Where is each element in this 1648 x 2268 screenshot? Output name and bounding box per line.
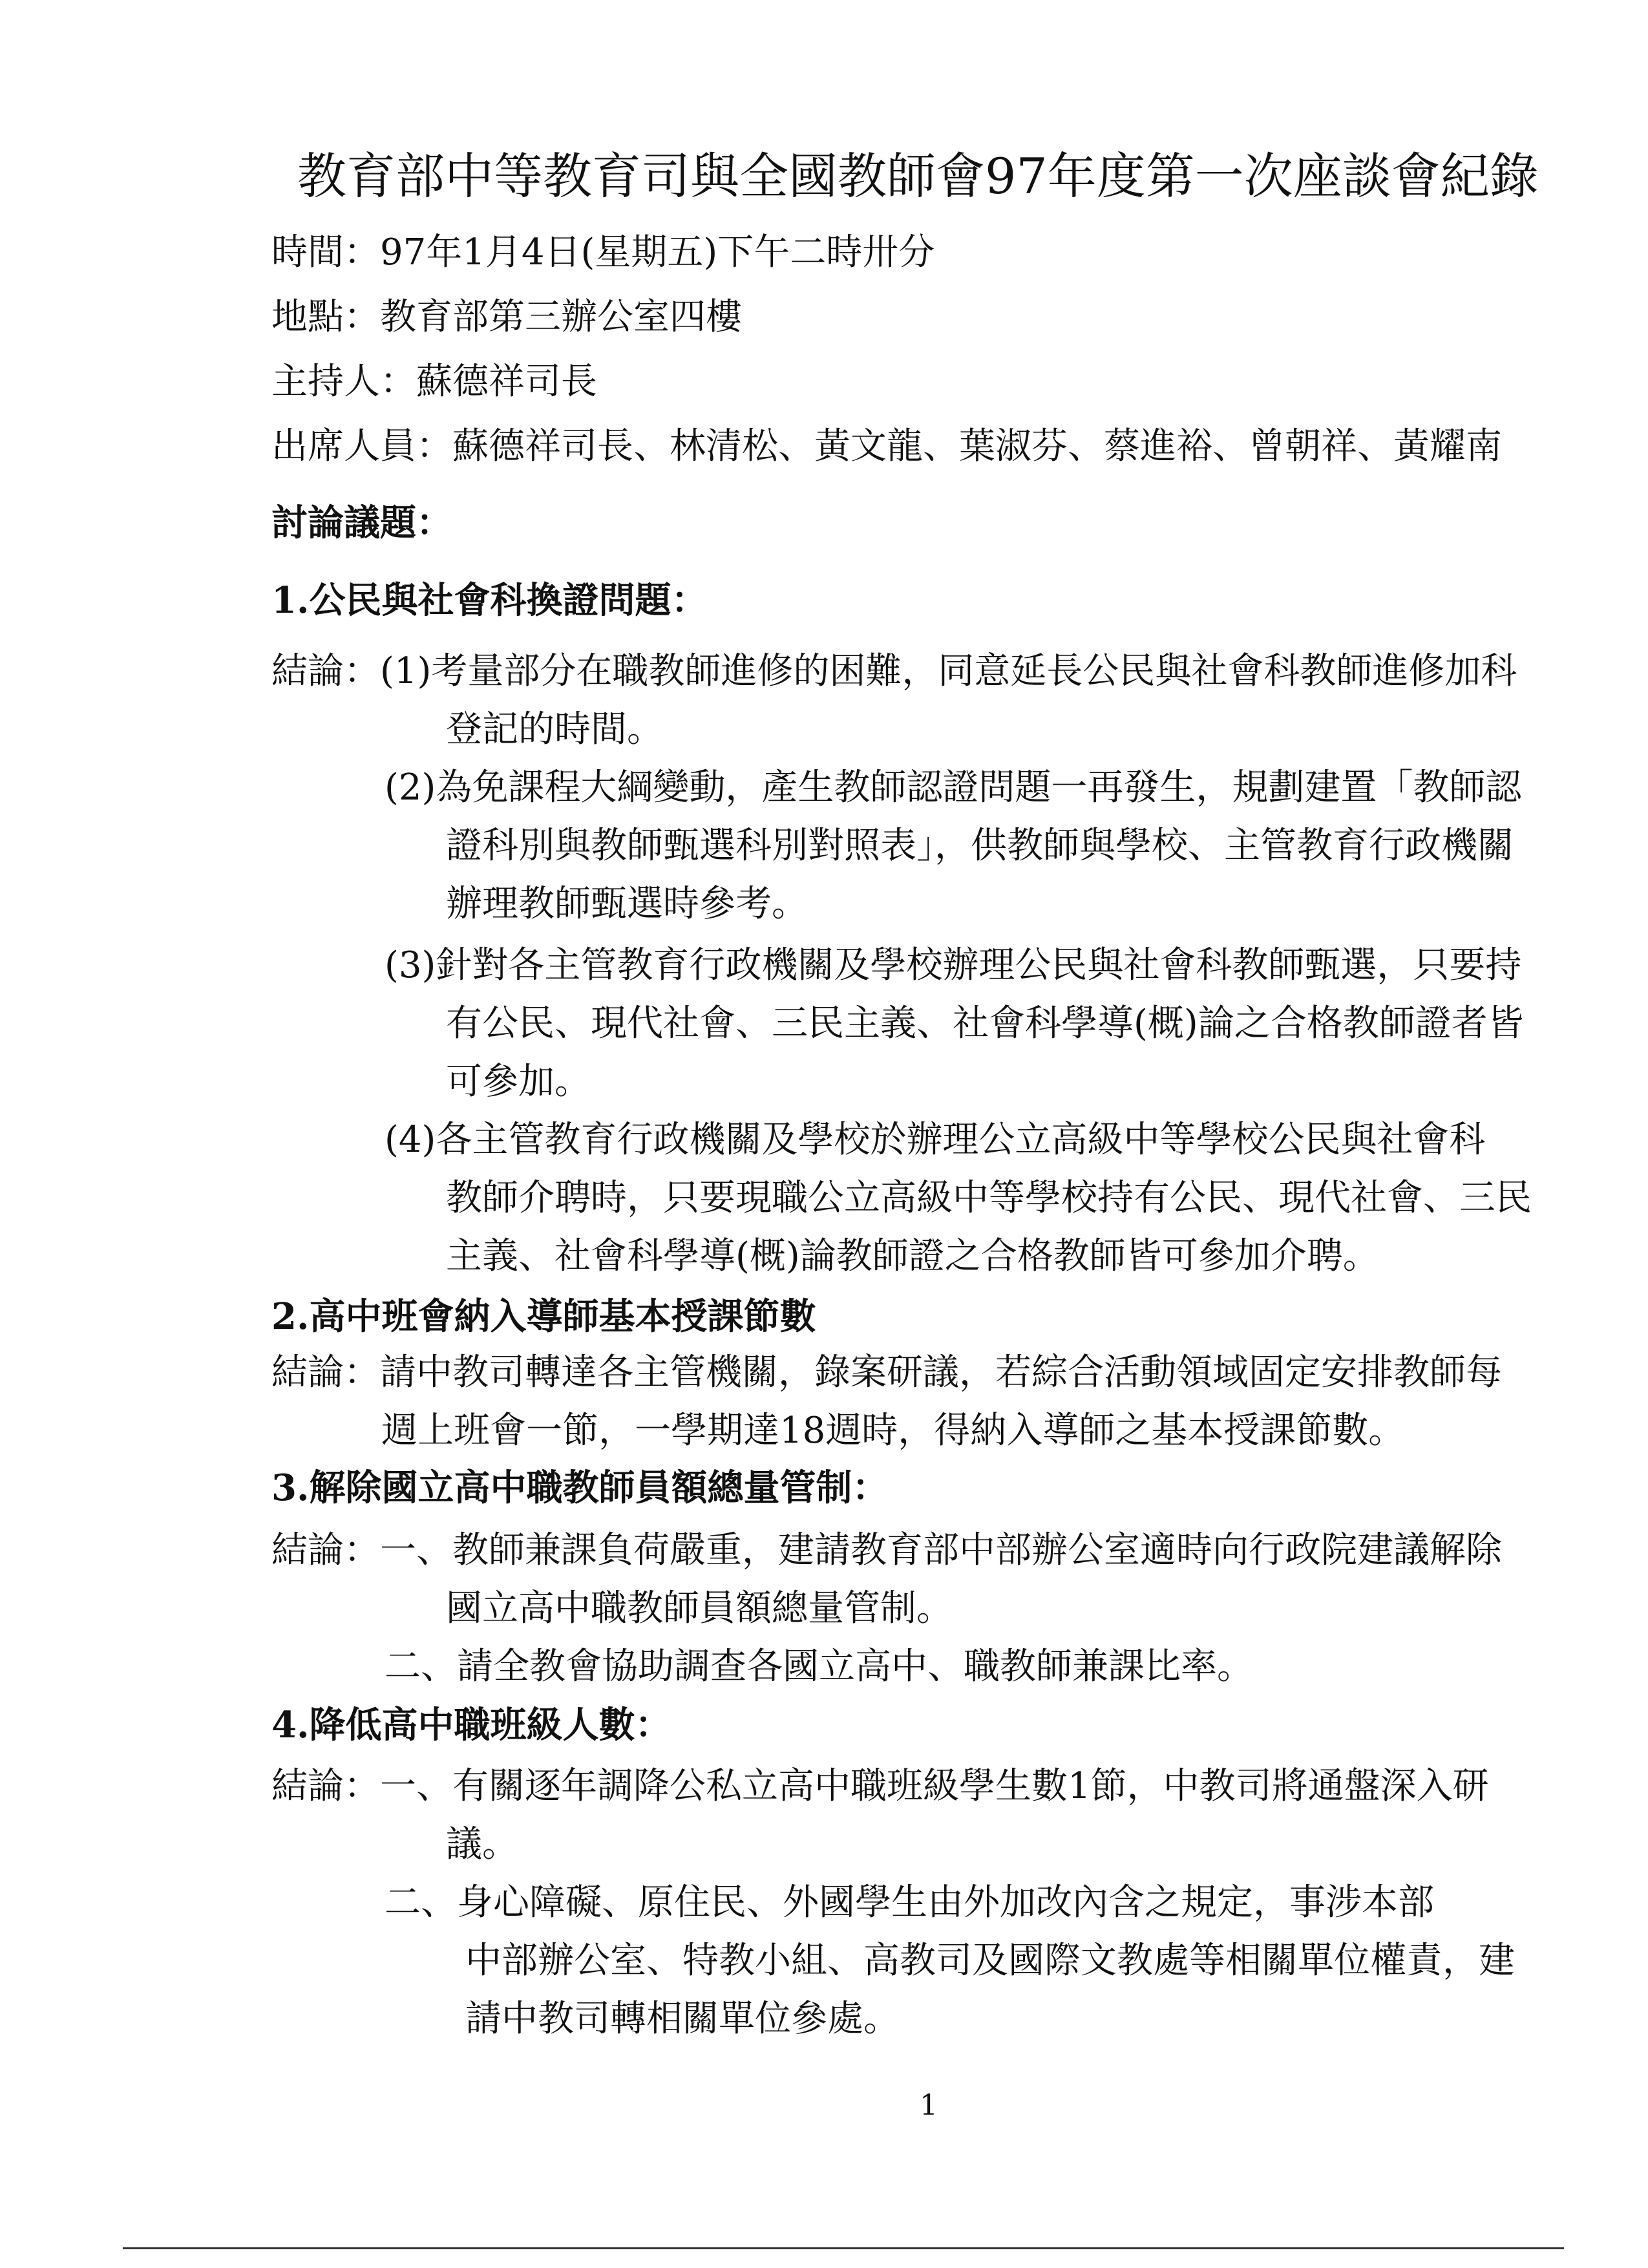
topic4-line: 議。 (446, 1823, 518, 1865)
topic1-line: 登記的時間。 (446, 708, 663, 750)
topic2-line: 週上班會一節，一學期達18週時，得納入導師之基本授課節數。 (381, 1410, 1405, 1452)
topic1-line: 可參加。 (446, 1061, 591, 1103)
footer-divider (123, 2247, 1564, 2249)
topic3-line: 結論：一、教師兼課負荷嚴重，建請教育部中部辦公室適時向行政院建議解除 (271, 1529, 1502, 1571)
topic4-line: 二、身心障礙、原住民、外國學生由外加改內含之規定，事涉本部 (385, 1881, 1434, 1924)
topic1-line: 結論：(1)考量部分在職教師進修的困難，同意延長公民與社會科教師進修加科 (271, 650, 1517, 692)
topic1-line: 有公民、現代社會、三民主義、社會科學導(概)論之合格教師證者皆 (446, 1002, 1524, 1044)
topic2-line: 結論：請中教司轉達各主管機關，錄案研議，若綜合活動領域固定安排教師每 (271, 1351, 1502, 1394)
meeting-chair: 主持人：蘇德祥司長 (271, 361, 597, 403)
topic4-line: 請中教司轉相關單位參處。 (465, 1998, 900, 2040)
topic2-heading: 2.高中班會納入導師基本授課節數 (271, 1295, 816, 1338)
topic3-heading: 3.解除國立高中職教師員額總量管制： (271, 1467, 889, 1509)
topic3-line: 二、請全教會協助調查各國立高中、職教師兼課比率。 (385, 1646, 1253, 1688)
topic4-line: 中部辦公室、特教小組、高教司及國際文教處等相關單位權責，建 (465, 1940, 1515, 1982)
discussion-heading: 討論議題： (271, 502, 452, 544)
topic1-heading: 1.公民與社會科換證問題： (271, 579, 708, 622)
topic4-line: 結論：一、有關逐年調降公私立高中職班級學生數1節，中教司將通盤深入研 (271, 1765, 1489, 1807)
topic4-heading: 4.降低高中職班級人數： (271, 1704, 671, 1746)
topic1-line: 教師介聘時，只要現職公立高級中等學校持有公民、現代社會、三民 (446, 1177, 1532, 1219)
topic1-line: 辦理教師甄選時參考。 (446, 883, 808, 925)
page-number: 1 (920, 2089, 938, 2122)
meeting-place: 地點：教育部第三辦公室四樓 (271, 296, 742, 338)
topic1-line: (2)為免課程大綱變動，產生教師認證問題一再發生，規劃建置「教師認 (385, 767, 1522, 809)
meeting-time: 時間：97年1月4日(星期五)下午二時卅分 (271, 231, 935, 273)
topic1-line: 主義、社會科學導(概)論教師證之合格教師皆可參加介聘。 (446, 1235, 1379, 1277)
topic1-line: (3)針對各主管教育行政機關及學校辦理公民與社會科教師甄選，只要持 (385, 944, 1522, 986)
document-title: 教育部中等教育司與全國教師會97年度第一次座談會紀錄 (297, 147, 1539, 205)
meeting-attendees: 出席人員：蘇德祥司長、林清松、黃文龍、葉淑芬、蔡進裕、曾朝祥、黃耀南 (271, 425, 1502, 467)
topic3-line: 國立高中職教師員額總量管制。 (446, 1587, 953, 1629)
topic1-line: 證科別與教師甄選科別對照表」，供教師與學校、主管教育行政機關 (446, 825, 1514, 867)
topic1-line: (4)各主管教育行政機關及學校於辦理公立高級中等學校公民與社會科 (385, 1119, 1486, 1161)
